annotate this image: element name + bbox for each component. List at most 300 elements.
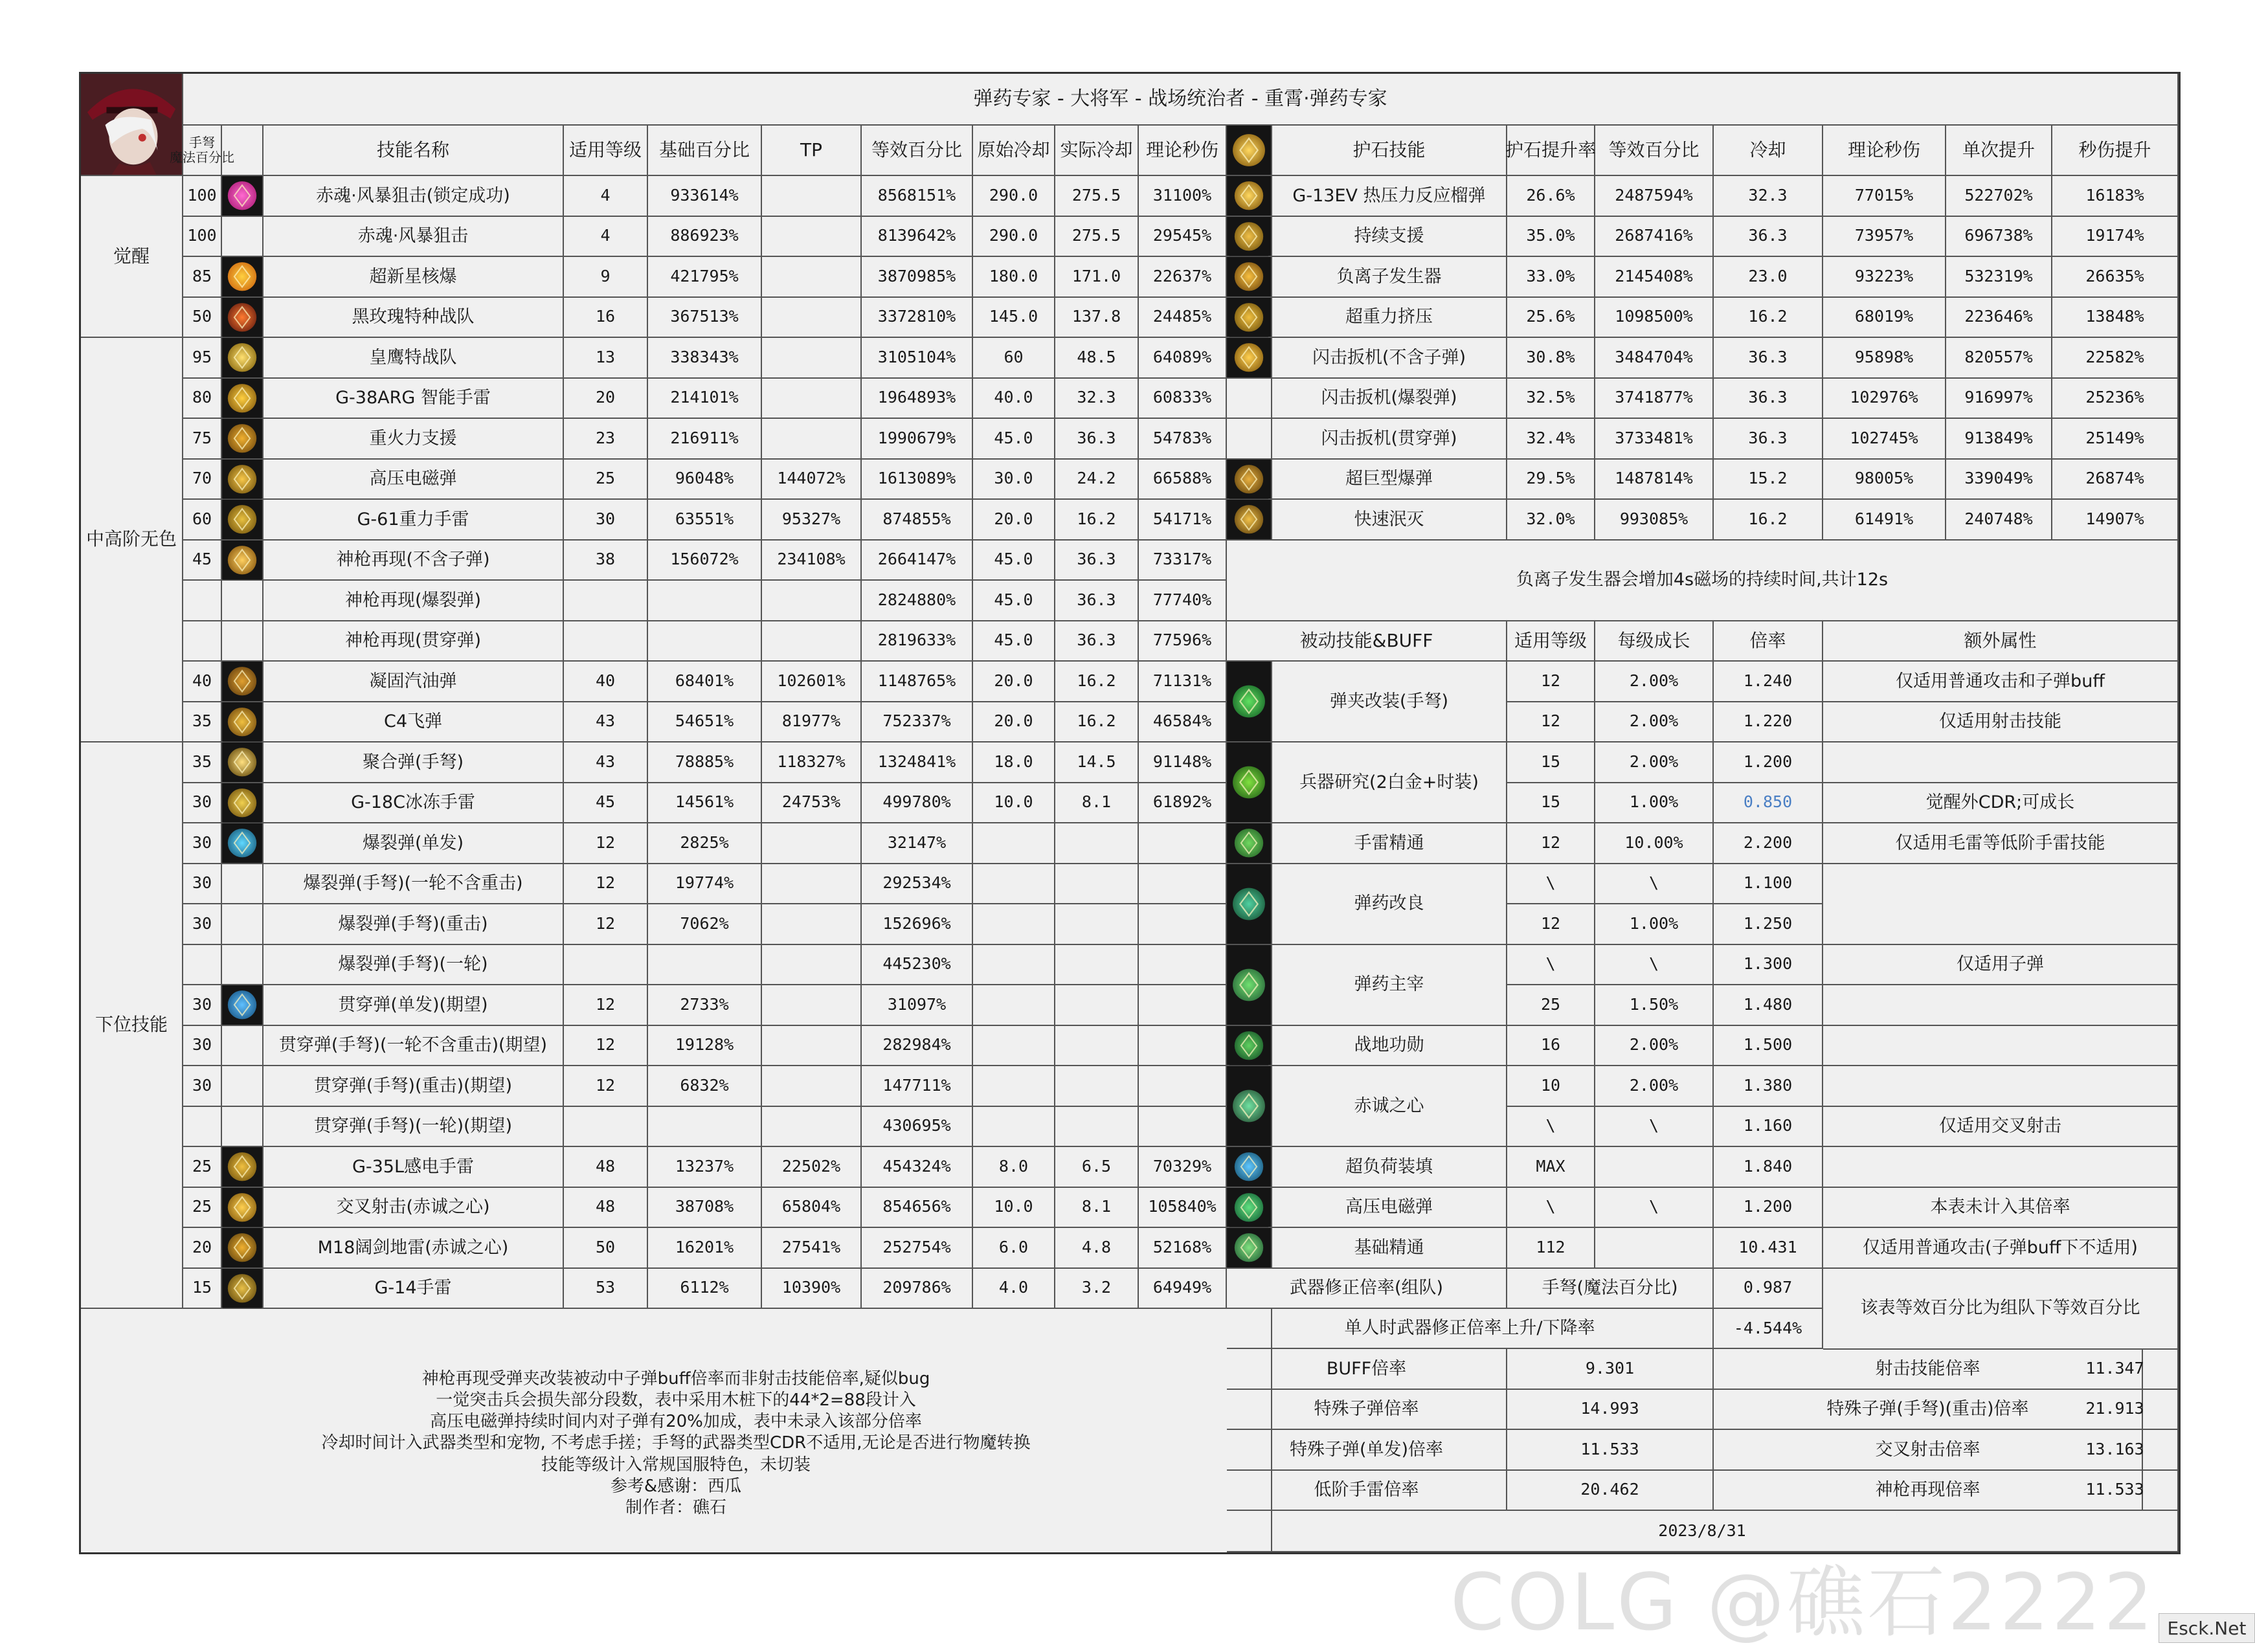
skill-orig-cooldown: 8.0 <box>973 1147 1055 1188</box>
passive-extra-blank <box>1823 1147 2179 1188</box>
explosive-round-icon <box>222 823 264 864</box>
skill-tp-percent <box>762 945 862 986</box>
skill-orig-cooldown: 10.0 <box>973 1188 1055 1229</box>
passive-rate: 0.850 <box>1714 783 1823 824</box>
skill-level: 45 <box>564 783 648 824</box>
skill-name: 皇鹰特战队 <box>264 338 564 379</box>
skill-name: 高压电磁弹 <box>264 460 564 500</box>
passive-level: 25 <box>1507 985 1595 1026</box>
skill-icon-blank <box>222 864 264 905</box>
skill-dps: 54783% <box>1139 419 1227 460</box>
skill-level: 53 <box>564 1269 648 1310</box>
skill-required-level: 20 <box>183 1228 222 1269</box>
passive-name: 赤诚之心 <box>1272 1066 1507 1147</box>
passive-growth: 1.00% <box>1595 904 1714 945</box>
claymore-icon <box>222 1228 264 1269</box>
skill-name: G-38ARG 智能手雷 <box>264 379 564 419</box>
ratio-label: 低阶手雷倍率 <box>1227 1471 1507 1512</box>
solo-value: -4.544% <box>1714 1309 1823 1349</box>
passive-extra-blank <box>1823 742 2179 783</box>
skill-tp-percent <box>762 257 862 298</box>
passive-growth: 2.00% <box>1595 1026 1714 1067</box>
skill-dps: 52168% <box>1139 1228 1227 1269</box>
weapon-fix-name: 武器修正倍率(组队) <box>1227 1269 1507 1310</box>
note-line: 技能等级计入常规国服特色，未切装 <box>541 1455 811 1475</box>
group-lower: 下位技能 <box>81 742 183 1309</box>
skill-equiv-percent: 874855% <box>862 500 973 541</box>
skill-orig-cooldown: 10.0 <box>973 783 1055 824</box>
passive-rate: 1.840 <box>1714 1147 1823 1188</box>
passive-rate: 1.240 <box>1714 662 1823 702</box>
skill-level: 20 <box>564 379 648 419</box>
talisman-rate: 32.0% <box>1507 500 1595 541</box>
passive-level: \ <box>1507 1107 1595 1148</box>
skill-level: 12 <box>564 985 648 1026</box>
skill-tp-percent: 102601% <box>762 662 862 702</box>
skill-required-level <box>183 581 222 621</box>
skill-dps: 66588% <box>1139 460 1227 500</box>
team-note: 该表等效百分比为组队下等效百分比 <box>1823 1269 2179 1350</box>
talisman-rate: 32.4% <box>1507 419 1595 460</box>
ratio-value: 11.533 <box>1507 1430 1714 1471</box>
talisman-rate: 29.5% <box>1507 460 1595 500</box>
ratio-label: 特殊子弹倍率 <box>1227 1390 1507 1431</box>
passive-rate-header: 倍率 <box>1714 621 1823 662</box>
skill-dps: 91148% <box>1139 742 1227 783</box>
talisman-equiv: 2687416% <box>1595 217 1714 258</box>
talisman-rate: 32.5% <box>1507 379 1595 419</box>
skill-tp-percent <box>762 217 862 258</box>
skill-name: 神枪再现(贯穿弹) <box>264 621 564 662</box>
talisman-dps: 98005% <box>1823 460 1946 500</box>
skill-required-level <box>183 945 222 986</box>
skill-required-level: 80 <box>183 379 222 419</box>
skill-equiv-percent: 209786% <box>862 1269 973 1310</box>
note-line: 一觉突击兵会损失部分段数，表中采用木桩下的44*2=88段计入 <box>436 1390 916 1410</box>
skill-tp-percent: 22502% <box>762 1147 862 1188</box>
skill-required-level: 95 <box>183 338 222 379</box>
skill-equiv-percent: 152696% <box>862 904 973 945</box>
passive-rate: 1.480 <box>1714 985 1823 1026</box>
skill-dps <box>1139 945 1227 986</box>
skill-required-level: 25 <box>183 1188 222 1229</box>
skill-actual-cooldown: 8.1 <box>1055 1188 1139 1229</box>
skill-tp-percent: 27541% <box>762 1228 862 1269</box>
ratio-value: 14.993 <box>1507 1390 1714 1431</box>
skill-equiv-percent: 32147% <box>862 823 973 864</box>
grenade-mastery-icon <box>1227 823 1272 864</box>
skill-base-percent: 19774% <box>648 864 762 905</box>
skill-level: 43 <box>564 742 648 783</box>
passive-growth: 2.00% <box>1595 662 1714 702</box>
watermark: COLG @礁石2222 <box>1450 1558 2156 1648</box>
talisman-dps-gain: 19174% <box>2052 217 2179 258</box>
skill-orig-cooldown: 290.0 <box>973 176 1055 217</box>
skill-tp-percent: 118327% <box>762 742 862 783</box>
skill-equiv-percent: 1613089% <box>862 460 973 500</box>
crossbow-percent-header <box>170 126 234 176</box>
skill-equiv-percent: 499780% <box>862 783 973 824</box>
talisman-rate: 30.8% <box>1507 338 1595 379</box>
skill-equiv-percent: 2824880% <box>862 581 973 621</box>
ratio-value: 13.163 <box>2052 1430 2179 1471</box>
passive-level: MAX <box>1507 1147 1595 1188</box>
skill-orig-cooldown <box>973 864 1055 905</box>
skill-name: G-18C冰冻手雷 <box>264 783 564 824</box>
skill-orig-cooldown: 18.0 <box>973 742 1055 783</box>
skill-base-percent <box>648 621 762 662</box>
talisman-name: 超重力挤压 <box>1272 298 1507 339</box>
skill-actual-cooldown <box>1055 864 1139 905</box>
skill-level: 13 <box>564 338 648 379</box>
date-label: 2023/8/31 <box>1227 1511 2179 1552</box>
skill-actual-cooldown: 48.5 <box>1055 338 1139 379</box>
dps-gain-header: 秒伤提升 <box>2052 126 2179 176</box>
skill-actual-cooldown: 3.2 <box>1055 1269 1139 1310</box>
note-line: 神枪再现受弹夹改装被动中子弹buff倍率而非射击技能倍率,疑似bug <box>421 1368 930 1389</box>
skill-tp-percent: 65804% <box>762 1188 862 1229</box>
skill-dps <box>1139 904 1227 945</box>
skill-actual-cooldown <box>1055 823 1139 864</box>
passive-growth: 10.00% <box>1595 823 1714 864</box>
talisman-dps-gain: 22582% <box>2052 338 2179 379</box>
passive-name: 弹夹改装(手弩) <box>1272 662 1507 742</box>
skill-orig-cooldown <box>973 904 1055 945</box>
passive-name: 超负荷装填 <box>1272 1147 1507 1188</box>
passive-extra: 仅适用射击技能 <box>1823 702 2179 743</box>
skill-actual-cooldown: 4.8 <box>1055 1228 1139 1269</box>
passive-extra-blank <box>1823 1026 2179 1067</box>
skill-required-level <box>183 1107 222 1148</box>
skill-base-percent: 338343% <box>648 338 762 379</box>
skill-name: 黑玫瑰特种战队 <box>264 298 564 339</box>
skill-orig-cooldown: 40.0 <box>973 379 1055 419</box>
quick-annihilation-icon <box>1227 500 1272 541</box>
skill-level: 40 <box>564 662 648 702</box>
skill-actual-cooldown: 36.3 <box>1055 621 1139 662</box>
skill-base-percent: 78885% <box>648 742 762 783</box>
skill-dps <box>1139 823 1227 864</box>
passive-extra-blank <box>1823 864 2179 945</box>
talisman-note: 负离子发生器会增加4s磁场的持续时间,共计12s <box>1227 541 2179 621</box>
skill-base-percent: 216911% <box>648 419 762 460</box>
talisman-dps: 77015% <box>1823 176 1946 217</box>
skill-icon-blank <box>222 581 264 621</box>
talisman-icon-blank <box>1227 419 1272 460</box>
skill-tp-percent: 10390% <box>762 1269 862 1310</box>
skill-equiv-percent: 2664147% <box>862 541 973 581</box>
skill-level <box>564 621 648 662</box>
skill-tp-percent <box>762 581 862 621</box>
skill-tp-percent <box>762 904 862 945</box>
skill-actual-cooldown: 16.2 <box>1055 662 1139 702</box>
skill-dps: 105840% <box>1139 1188 1227 1229</box>
weapon-research-icon <box>1227 742 1272 823</box>
skill-orig-cooldown <box>973 1107 1055 1148</box>
skill-orig-cooldown: 60 <box>973 338 1055 379</box>
skill-name: 爆裂弹(手弩)(一轮不含重击) <box>264 864 564 905</box>
skill-dps: 64949% <box>1139 1269 1227 1310</box>
skill-orig-cooldown: 145.0 <box>973 298 1055 339</box>
skill-name: G-14手雷 <box>264 1269 564 1310</box>
talisman-cooldown: 36.3 <box>1714 217 1823 258</box>
skill-name: 贯穿弹(单发)(期望) <box>264 985 564 1026</box>
skill-dps: 22637% <box>1139 257 1227 298</box>
skill-dps: 73317% <box>1139 541 1227 581</box>
talisman-name: 负离子发生器 <box>1272 257 1507 298</box>
skill-name: 重火力支援 <box>264 419 564 460</box>
passive-growth: 2.00% <box>1595 1066 1714 1107</box>
skill-name: 赤魂·风暴狙击(锁定成功) <box>264 176 564 217</box>
skill-equiv-percent: 854656% <box>862 1188 973 1229</box>
passive-name: 弹药主宰 <box>1272 945 1507 1026</box>
skill-level: 16 <box>564 298 648 339</box>
skill-dps <box>1139 864 1227 905</box>
skill-name: 爆裂弹(单发) <box>264 823 564 864</box>
skill-required-level: 35 <box>183 702 222 743</box>
skill-dps: 77596% <box>1139 621 1227 662</box>
skill-required-level: 30 <box>183 1026 222 1067</box>
skill-required-level: 15 <box>183 1269 222 1310</box>
passive-rate: 10.431 <box>1714 1228 1823 1269</box>
skill-dps <box>1139 1026 1227 1067</box>
passive-extra-blank <box>1823 1066 2179 1107</box>
passive-extra: 仅适用子弹 <box>1823 945 2179 986</box>
passive-growth-blank <box>1595 1228 1714 1269</box>
skill-tp-percent <box>762 864 862 905</box>
passive-growth: 2.00% <box>1595 742 1714 783</box>
passive-growth: 2.00% <box>1595 702 1714 743</box>
skill-dps: 61892% <box>1139 783 1227 824</box>
basic-mastery-icon <box>1227 1228 1272 1269</box>
talisman-dps: 61491% <box>1823 500 1946 541</box>
notes-block <box>81 1309 1272 1552</box>
skill-base-percent <box>648 945 762 986</box>
skill-tp-percent <box>762 176 862 217</box>
talisman-dps: 93223% <box>1823 257 1946 298</box>
skill-tp-percent <box>762 298 862 339</box>
skill-level <box>564 1107 648 1148</box>
skill-tp-percent <box>762 379 862 419</box>
talisman-cooldown: 36.3 <box>1714 338 1823 379</box>
skill-equiv-percent: 8568151% <box>862 176 973 217</box>
skill-name: 交叉射击(赤诚之心) <box>264 1188 564 1229</box>
skill-icon-blank <box>222 217 264 258</box>
skill-equiv-percent: 1324841% <box>862 742 973 783</box>
passive-name: 基础精通 <box>1272 1228 1507 1269</box>
napalm-icon <box>222 662 264 702</box>
passive-name: 手雷精通 <box>1272 823 1507 864</box>
skill-tp-percent: 81977% <box>762 702 862 743</box>
passive-level: 112 <box>1507 1228 1595 1269</box>
skill-orig-cooldown: 45.0 <box>973 419 1055 460</box>
base-percent-header: 基础百分比 <box>648 126 762 176</box>
talisman-name: 超巨型爆弹 <box>1272 460 1507 500</box>
skill-sheet <box>79 72 2181 1554</box>
ratio-label: BUFF倍率 <box>1227 1349 1507 1390</box>
talisman-dps: 95898% <box>1823 338 1946 379</box>
skill-level <box>564 945 648 986</box>
skill-base-percent <box>648 581 762 621</box>
skill-tp-percent <box>762 1107 862 1148</box>
skill-dps: 29545% <box>1139 217 1227 258</box>
skill-required-level: 30 <box>183 864 222 905</box>
skill-name: 聚合弹(手弩) <box>264 742 564 783</box>
skill-required-level: 70 <box>183 460 222 500</box>
skill-level: 48 <box>564 1147 648 1188</box>
skill-orig-cooldown: 4.0 <box>973 1269 1055 1310</box>
skill-equiv-percent: 3870985% <box>862 257 973 298</box>
skill-icon-blank <box>222 904 264 945</box>
skill-required-level: 85 <box>183 257 222 298</box>
skill-actual-cooldown: 275.5 <box>1055 176 1139 217</box>
skill-orig-cooldown: 20.0 <box>973 500 1055 541</box>
group-mid-high: 中高阶无色 <box>81 338 183 742</box>
skill-equiv-percent: 292534% <box>862 864 973 905</box>
skill-name: 神枪再现(爆裂弹) <box>264 581 564 621</box>
skill-equiv-percent: 752337% <box>862 702 973 743</box>
skill-actual-cooldown: 36.3 <box>1055 581 1139 621</box>
red-skull-icon <box>222 176 264 217</box>
crossbow-percent-header-line: 手弩 <box>189 135 215 150</box>
ratio-label: 交叉射击倍率 <box>1714 1430 2143 1471</box>
skill-icon-blank <box>222 1066 264 1107</box>
passive-growth-header: 每级成长 <box>1595 621 1714 662</box>
passive-extra: 仅适用毛雷等低阶手雷技能 <box>1823 823 2179 864</box>
orig-cooldown-header: 原始冷却 <box>973 126 1055 176</box>
skill-tp-percent <box>762 1026 862 1067</box>
passive-growth-blank <box>1595 1147 1714 1188</box>
skill-actual-cooldown <box>1055 945 1139 986</box>
talisman-single-gain: 696738% <box>1946 217 2052 258</box>
skill-orig-cooldown <box>973 1066 1055 1107</box>
skill-base-percent: 156072% <box>648 541 762 581</box>
passive-growth: \ <box>1595 864 1714 905</box>
passive-extra: 仅适用交叉射击 <box>1823 1107 2179 1148</box>
passive-level: \ <box>1507 945 1595 986</box>
c4-missile-icon <box>222 702 264 743</box>
nova-blast-icon <box>222 257 264 298</box>
talisman-cooldown: 32.3 <box>1714 176 1823 217</box>
talisman-cooldown: 36.3 <box>1714 419 1823 460</box>
talisman-name: 持续支援 <box>1272 217 1507 258</box>
weapon-fix-type: 手弩(魔法百分比) <box>1507 1269 1714 1310</box>
talisman-cooldown-header: 冷却 <box>1714 126 1823 176</box>
skill-level: 9 <box>564 257 648 298</box>
skill-dps: 31100% <box>1139 176 1227 217</box>
skill-equiv-percent: 282984% <box>862 1026 973 1067</box>
passive-extra: 觉醒外CDR;可成长 <box>1823 783 2179 824</box>
ammo-master-icon <box>1227 945 1272 1026</box>
talisman-equiv: 1487814% <box>1595 460 1714 500</box>
skill-actual-cooldown: 24.2 <box>1055 460 1139 500</box>
solo-note: 单人时武器修正倍率上升/下降率 <box>1227 1309 1714 1349</box>
cross-fire-icon <box>222 1188 264 1229</box>
skill-base-percent <box>648 1107 762 1148</box>
skill-actual-cooldown: 8.1 <box>1055 783 1139 824</box>
skill-required-level: 50 <box>183 298 222 339</box>
skill-icon-blank <box>222 621 264 662</box>
skill-required-level: 30 <box>183 1066 222 1107</box>
emp-shell-icon <box>222 460 264 500</box>
talisman-equiv: 3484704% <box>1595 338 1714 379</box>
skill-name: G-61重力手雷 <box>264 500 564 541</box>
ratio-value: 11.533 <box>2052 1471 2179 1512</box>
ratio-value: 11.347 <box>2052 1349 2179 1390</box>
passive-extra: 仅适用普通攻击和子弹buff <box>1823 662 2179 702</box>
talisman-dps-gain: 25236% <box>2052 379 2179 419</box>
skill-actual-cooldown: 16.2 <box>1055 500 1139 541</box>
skill-actual-cooldown <box>1055 904 1139 945</box>
passive-rate: 1.380 <box>1714 1066 1823 1107</box>
skill-equiv-percent: 1990679% <box>862 419 973 460</box>
skill-tp-percent <box>762 338 862 379</box>
skill-equiv-percent: 147711% <box>862 1066 973 1107</box>
talisman-equiv: 993085% <box>1595 500 1714 541</box>
skill-base-percent: 886923% <box>648 217 762 258</box>
skill-dps <box>1139 1066 1227 1107</box>
skill-tp-percent <box>762 985 862 1026</box>
skill-level: 12 <box>564 864 648 905</box>
passive-extra-blank <box>1823 985 2179 1026</box>
portrait-avatar-icon <box>81 74 182 175</box>
passive-growth: \ <box>1595 1188 1714 1229</box>
talisman-cooldown: 16.2 <box>1714 500 1823 541</box>
skill-name: 爆裂弹(手弩)(一轮) <box>264 945 564 986</box>
note-line: 制作者：礁石 <box>625 1498 726 1518</box>
talisman-dps-gain: 13848% <box>2052 298 2179 339</box>
skill-required-level: 30 <box>183 823 222 864</box>
weapon-fix-rate: 0.987 <box>1714 1269 1823 1310</box>
talisman-dps-header: 理论秒伤 <box>1823 126 1946 176</box>
skill-tp-percent <box>762 1066 862 1107</box>
skill-name: M18阔剑地雷(赤诚之心) <box>264 1228 564 1269</box>
ion-generator-icon <box>1227 257 1272 298</box>
blitz-trigger-icon <box>1227 338 1272 379</box>
skill-level: 43 <box>564 702 648 743</box>
overload-icon <box>1227 1147 1272 1188</box>
skill-name: 爆裂弹(手弩)(重击) <box>264 904 564 945</box>
talisman-dps: 68019% <box>1823 298 1946 339</box>
talisman-equiv: 2145408% <box>1595 257 1714 298</box>
passive-growth: \ <box>1595 1107 1714 1148</box>
talisman-single-gain: 913849% <box>1946 419 2052 460</box>
talisman-equiv: 1098500% <box>1595 298 1714 339</box>
skill-level: 25 <box>564 460 648 500</box>
skill-actual-cooldown: 6.5 <box>1055 1147 1139 1188</box>
icon-header-blank <box>222 126 264 176</box>
passive-name: 弹药改良 <box>1272 864 1507 945</box>
skill-base-percent: 19128% <box>648 1026 762 1067</box>
talisman-dps: 102745% <box>1823 419 1946 460</box>
skill-level: 30 <box>564 500 648 541</box>
skill-actual-cooldown: 16.2 <box>1055 702 1139 743</box>
shock-grenade-icon <box>222 1147 264 1188</box>
skill-level: 4 <box>564 176 648 217</box>
skill-equiv-percent: 1964893% <box>862 379 973 419</box>
passive-level: 15 <box>1507 783 1595 824</box>
thermobaric-icon <box>1227 176 1272 217</box>
skill-name: G-35L感电手雷 <box>264 1147 564 1188</box>
passive-name: 兵器研究(2白金+时装) <box>1272 742 1507 823</box>
passive-rate: 1.200 <box>1714 742 1823 783</box>
skill-base-percent: 6112% <box>648 1269 762 1310</box>
ratio-label: 特殊子弹(单发)倍率 <box>1227 1430 1507 1471</box>
crossbow-percent-header-line: 魔法百分比 <box>170 150 234 165</box>
ratio-label: 特殊子弹(手弩)(重击)倍率 <box>1714 1390 2143 1431</box>
skill-level: 12 <box>564 1026 648 1067</box>
passive-growth: 1.50% <box>1595 985 1714 1026</box>
